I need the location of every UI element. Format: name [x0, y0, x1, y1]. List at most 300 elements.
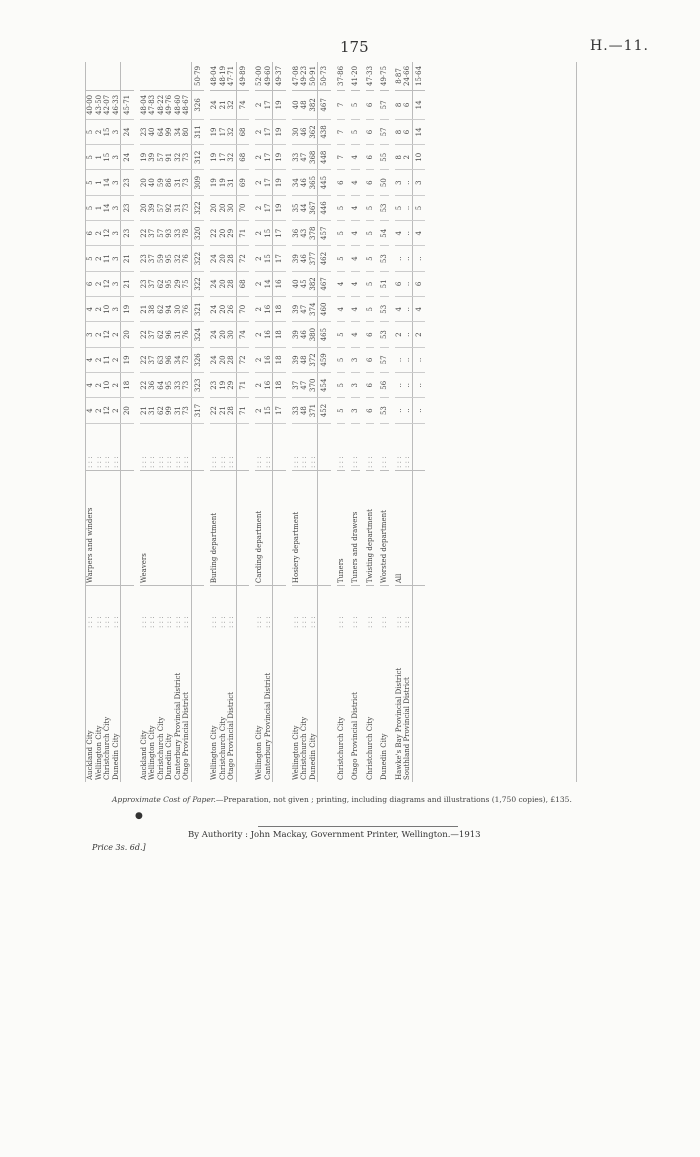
- value-cell: 31: [174, 195, 183, 220]
- total-row: [412, 62, 425, 782]
- value-cell: 99: [165, 398, 174, 423]
- place-cell: Auckland City: [139, 730, 148, 780]
- leader-dots: [191, 423, 204, 470]
- value-cell: 50·73: [318, 62, 331, 90]
- value-cell: 380: [309, 322, 318, 347]
- value-cell: 17: [264, 195, 273, 220]
- leader-dots: [236, 423, 249, 470]
- value-cell: 24: [210, 271, 219, 296]
- leader-dots: : : :: [300, 616, 308, 628]
- value-cell: 34: [174, 347, 183, 372]
- value-cell: [157, 62, 166, 90]
- department-cell: [412, 470, 425, 585]
- value-cell: 49·76: [165, 90, 174, 119]
- value-cell: 6: [86, 271, 95, 296]
- value-cell: 14: [412, 90, 425, 119]
- value-cell: 68: [236, 119, 249, 144]
- value-cell: ..: [403, 170, 412, 195]
- department-cell: [121, 470, 134, 585]
- value-cell: 18: [273, 347, 286, 372]
- value-cell: 5: [337, 373, 346, 398]
- leader-dots: : : :: [111, 616, 120, 628]
- value-cell: 15: [264, 221, 273, 246]
- value-cell: 16: [273, 271, 286, 296]
- value-cell: 32: [227, 145, 236, 170]
- value-cell: 29: [227, 373, 236, 398]
- value-cell: 6: [366, 119, 375, 144]
- value-cell: 2: [255, 373, 264, 398]
- value-cell: 76: [182, 297, 191, 322]
- value-cell: 3: [395, 170, 404, 195]
- department-cell: [95, 470, 104, 585]
- place-cell: Wellington City: [210, 725, 218, 780]
- leader-dots: : : :: [403, 616, 411, 628]
- value-cell: 2: [255, 221, 264, 246]
- value-cell: 31: [227, 170, 236, 195]
- leader-dots: : : :: [255, 456, 263, 468]
- value-cell: 47·71: [227, 62, 236, 90]
- value-cell: 32: [227, 90, 236, 119]
- value-cell: 20: [219, 195, 228, 220]
- value-cell: 28: [227, 246, 236, 271]
- value-cell: 31: [174, 322, 183, 347]
- value-cell: 20: [219, 221, 228, 246]
- value-cell: 31: [174, 398, 183, 423]
- value-cell: 371: [309, 398, 318, 423]
- value-cell: 322: [191, 246, 204, 271]
- value-cell: 26: [227, 297, 236, 322]
- place-cell: Dunedin City: [165, 733, 173, 780]
- value-cell: 21: [140, 297, 149, 322]
- value-cell: 15: [103, 145, 112, 170]
- value-cell: 4: [351, 221, 360, 246]
- value-cell: 50·79: [191, 62, 204, 90]
- value-cell: 3: [112, 246, 121, 271]
- value-cell: 71: [236, 373, 249, 398]
- department-cell: [318, 470, 331, 585]
- value-cell: [103, 62, 112, 90]
- value-cell: 17: [219, 119, 228, 144]
- value-cell: 39: [292, 322, 301, 347]
- leader-dots: : : :: [218, 616, 227, 628]
- value-cell: 24: [210, 347, 219, 372]
- value-cell: 16: [264, 322, 273, 347]
- place-cell: Dunedin City: [380, 733, 388, 780]
- value-cell: 17: [273, 398, 286, 423]
- leader-dots: : : :: [227, 456, 235, 468]
- total-row: [121, 62, 134, 782]
- value-cell: 94: [165, 297, 174, 322]
- value-cell: 322: [191, 195, 204, 220]
- value-cell: 30: [174, 297, 183, 322]
- department-cell: [309, 470, 318, 585]
- value-cell: 368: [309, 145, 318, 170]
- value-cell: 8: [395, 145, 404, 170]
- value-cell: 467: [318, 90, 331, 119]
- leader-dots: : : :: [291, 456, 300, 468]
- leader-dots: [236, 586, 249, 630]
- table-row: [366, 62, 375, 782]
- leader-dots: : : :: [308, 456, 317, 468]
- value-cell: 2: [95, 271, 104, 296]
- value-cell: 21: [140, 398, 149, 423]
- value-cell: 44: [300, 195, 309, 220]
- total-row: [318, 62, 331, 782]
- place-cell: Otago Provincial District: [227, 692, 235, 780]
- value-cell: 24: [210, 322, 219, 347]
- value-cell: 4: [395, 297, 404, 322]
- value-cell: 37: [148, 322, 157, 347]
- value-cell: 446: [318, 195, 331, 220]
- value-cell: 377: [309, 246, 318, 271]
- value-cell: 2: [255, 119, 264, 144]
- value-cell: 19: [219, 373, 228, 398]
- value-cell: 12: [103, 271, 112, 296]
- value-cell: 74: [236, 90, 249, 119]
- leader-dots: : : :: [227, 616, 235, 628]
- leader-dots: : : :: [291, 616, 300, 628]
- value-cell: 2: [395, 322, 404, 347]
- leader-dots: : : :: [148, 456, 156, 468]
- value-cell: 362: [309, 119, 318, 144]
- value-cell: 33: [292, 145, 301, 170]
- value-cell: 22: [140, 221, 149, 246]
- value-cell: 62: [157, 322, 166, 347]
- value-cell: 70: [236, 195, 249, 220]
- leader-dots: : : :: [94, 616, 103, 628]
- value-cell: 2: [255, 90, 264, 119]
- value-cell: 18: [121, 373, 134, 398]
- value-cell: ..: [395, 373, 404, 398]
- value-cell: [174, 62, 183, 90]
- place-cell: Canterbury Provincial District: [263, 672, 272, 780]
- rotated-table: [86, 62, 576, 782]
- value-cell: 22: [140, 347, 149, 372]
- value-cell: 2: [95, 398, 104, 423]
- leader-dots: : : :: [263, 616, 272, 628]
- value-cell: 2: [255, 271, 264, 296]
- place-cell: Auckland City: [86, 730, 94, 780]
- value-cell: 40·00: [86, 90, 95, 119]
- value-cell: ..: [395, 398, 404, 423]
- value-cell: 37: [148, 271, 157, 296]
- value-cell: 56: [380, 373, 389, 398]
- series-code: H.—11.: [590, 38, 649, 54]
- value-cell: 16: [264, 347, 273, 372]
- value-cell: 73: [182, 373, 191, 398]
- leader-dots: [191, 586, 204, 630]
- value-cell: 23: [121, 195, 134, 220]
- value-cell: 57: [380, 347, 389, 372]
- value-cell: ..: [412, 246, 425, 271]
- leader-dots: : : :: [300, 456, 308, 468]
- value-cell: 73: [182, 145, 191, 170]
- value-cell: 76: [182, 322, 191, 347]
- value-cell: 4: [337, 271, 346, 296]
- value-cell: 4: [412, 221, 425, 246]
- value-cell: 6: [366, 373, 375, 398]
- value-cell: 96: [165, 347, 174, 372]
- place-cell: Wellington City: [148, 725, 156, 780]
- value-cell: 2: [255, 297, 264, 322]
- value-cell: 91: [165, 145, 174, 170]
- value-cell: 15: [103, 119, 112, 144]
- table-row: [174, 62, 183, 782]
- cost-note: [112, 795, 672, 804]
- leader-dots: : : :: [394, 616, 403, 628]
- value-cell: 53: [380, 246, 389, 271]
- value-cell: 322: [191, 271, 204, 296]
- place-cell: [236, 630, 249, 782]
- value-cell: 462: [318, 246, 331, 271]
- value-cell: 2: [255, 195, 264, 220]
- value-cell: 14: [264, 271, 273, 296]
- department-cell: [112, 470, 121, 585]
- value-cell: 4: [351, 271, 360, 296]
- leader-dots: [121, 423, 134, 470]
- department-cell: [191, 470, 204, 585]
- value-cell: 2: [255, 145, 264, 170]
- value-cell: 40: [148, 119, 157, 144]
- value-cell: 5: [395, 195, 404, 220]
- department-cell: [219, 470, 228, 585]
- value-cell: 23: [140, 119, 149, 144]
- leader-dots: : : :: [173, 616, 182, 628]
- divider: [258, 826, 458, 827]
- value-cell: ..: [403, 221, 412, 246]
- leader-dots: : : :: [210, 616, 218, 628]
- value-cell: 50: [380, 170, 389, 195]
- department-cell: Warpers and winders: [86, 470, 95, 585]
- value-cell: 15·64: [412, 62, 425, 90]
- value-cell: 57: [157, 221, 166, 246]
- value-cell: 71: [236, 221, 249, 246]
- value-cell: 23: [121, 221, 134, 246]
- value-cell: 14: [103, 195, 112, 220]
- value-cell: 7: [337, 90, 346, 119]
- value-cell: 28: [227, 271, 236, 296]
- value-cell: 2: [255, 322, 264, 347]
- value-cell: 41·20: [351, 62, 360, 90]
- wages-table-frame: [85, 62, 577, 782]
- value-cell: 20: [140, 170, 149, 195]
- leader-dots: : : :: [365, 456, 374, 468]
- value-cell: 24: [121, 145, 134, 170]
- value-cell: 19: [210, 119, 219, 144]
- value-cell: 28: [227, 398, 236, 423]
- value-cell: 47: [300, 373, 309, 398]
- value-cell: 12: [103, 221, 112, 246]
- value-cell: [165, 62, 174, 90]
- value-cell: 72: [236, 347, 249, 372]
- value-cell: 2: [95, 246, 104, 271]
- value-cell: 33: [174, 221, 183, 246]
- value-cell: 2: [412, 322, 425, 347]
- value-cell: 1: [95, 170, 104, 195]
- place-cell: [412, 630, 425, 782]
- value-cell: 3: [112, 195, 121, 220]
- value-cell: 30: [292, 119, 301, 144]
- place-cell: Christchurch City: [365, 716, 374, 780]
- value-cell: 86: [165, 170, 174, 195]
- value-cell: 4: [86, 373, 95, 398]
- value-cell: 17: [273, 246, 286, 271]
- value-cell: 57: [380, 90, 389, 119]
- table-row: [165, 62, 174, 782]
- value-cell: 24·66: [403, 62, 412, 90]
- value-cell: 365: [309, 170, 318, 195]
- leader-dots: : : :: [94, 456, 103, 468]
- leader-dots: [412, 423, 425, 470]
- department-cell: [236, 470, 249, 585]
- value-cell: 99: [165, 119, 174, 144]
- value-cell: ..: [403, 373, 412, 398]
- value-cell: 4: [86, 297, 95, 322]
- leader-dots: : : :: [103, 456, 111, 468]
- value-cell: 48·19: [219, 62, 228, 90]
- place-cell: Canterbury Provincial District: [173, 672, 182, 780]
- value-cell: 39: [148, 145, 157, 170]
- value-cell: 5: [337, 322, 346, 347]
- value-cell: 18: [273, 322, 286, 347]
- table-row: [86, 62, 95, 782]
- value-cell: 51: [380, 271, 389, 296]
- place-cell: Hawke's Bay Provincial District: [394, 667, 403, 780]
- value-cell: 370: [309, 373, 318, 398]
- value-cell: 19: [273, 145, 286, 170]
- value-cell: 5: [366, 246, 375, 271]
- leader-dots: : : :: [182, 456, 190, 468]
- value-cell: 23: [140, 246, 149, 271]
- value-cell: 1: [95, 195, 104, 220]
- table-row: [264, 62, 273, 782]
- value-cell: 48·60: [174, 90, 183, 119]
- leader-dots: : : :: [173, 456, 182, 468]
- value-cell: 20: [219, 347, 228, 372]
- value-cell: 2: [95, 297, 104, 322]
- value-cell: 6: [366, 145, 375, 170]
- value-cell: 326: [191, 90, 204, 119]
- value-cell: 45: [300, 271, 309, 296]
- value-cell: 47: [300, 145, 309, 170]
- value-cell: 17: [264, 170, 273, 195]
- cost-text: —Preparation, not given ; printing, including diagrams and illustrations (1,750 copies), £135.: [215, 795, 572, 804]
- department-cell: Tuners and drawers: [351, 470, 360, 585]
- place-cell: Christchurch City: [103, 716, 111, 780]
- place-cell: Wellington City: [94, 725, 103, 780]
- price-note: Price 3s. 6d.]: [92, 843, 146, 852]
- value-cell: 16: [264, 373, 273, 398]
- value-cell: 321: [191, 297, 204, 322]
- leader-dots: : : :: [255, 616, 263, 628]
- value-cell: 46: [300, 119, 309, 144]
- value-cell: 23: [121, 170, 134, 195]
- value-cell: 438: [318, 119, 331, 144]
- value-cell: 3: [112, 221, 121, 246]
- place-cell: [121, 630, 134, 782]
- value-cell: 6: [395, 271, 404, 296]
- value-cell: 31: [174, 170, 183, 195]
- value-cell: 6: [366, 90, 375, 119]
- value-cell: 19: [273, 119, 286, 144]
- value-cell: 4: [351, 170, 360, 195]
- value-cell: 21: [121, 271, 134, 296]
- department-cell: Weavers: [140, 470, 149, 585]
- value-cell: 5: [366, 297, 375, 322]
- value-cell: 49·75: [380, 62, 389, 90]
- value-cell: [148, 62, 157, 90]
- value-cell: 5: [351, 119, 360, 144]
- value-cell: 4: [351, 246, 360, 271]
- department-cell: [264, 470, 273, 585]
- value-cell: 309: [191, 170, 204, 195]
- value-cell: 445: [318, 170, 331, 195]
- department-cell: [165, 470, 174, 585]
- value-cell: 2: [95, 322, 104, 347]
- value-cell: 454: [318, 373, 331, 398]
- value-cell: 80: [182, 119, 191, 144]
- value-cell: 53: [380, 297, 389, 322]
- value-cell: 37: [292, 373, 301, 398]
- value-cell: 57: [380, 119, 389, 144]
- value-cell: [140, 62, 149, 90]
- value-cell: 6: [403, 90, 412, 119]
- value-cell: 68: [236, 145, 249, 170]
- place-cell: Christchurch City: [300, 716, 308, 780]
- value-cell: 320: [191, 221, 204, 246]
- value-cell: 12: [103, 322, 112, 347]
- department-cell: [227, 470, 236, 585]
- value-cell: 37: [148, 347, 157, 372]
- value-cell: 6: [412, 271, 425, 296]
- data-table: [86, 62, 425, 782]
- place-cell: Otago Provincial District: [182, 692, 190, 780]
- value-cell: ..: [403, 398, 412, 423]
- leader-dots: : : :: [139, 616, 148, 628]
- value-cell: 53: [380, 195, 389, 220]
- leader-dots: [318, 423, 331, 470]
- value-cell: 17: [264, 90, 273, 119]
- value-cell: ..: [403, 297, 412, 322]
- value-cell: 4: [351, 297, 360, 322]
- value-cell: 43: [300, 221, 309, 246]
- leader-dots: : : :: [394, 456, 403, 468]
- value-cell: 7: [337, 119, 346, 144]
- page-number: 175: [340, 38, 369, 56]
- department-cell: [157, 470, 166, 585]
- value-cell: 48·04: [140, 90, 149, 119]
- value-cell: 64: [157, 373, 166, 398]
- place-cell: [318, 630, 331, 782]
- value-cell: 324: [191, 322, 204, 347]
- value-cell: 15: [264, 398, 273, 423]
- value-cell: 33: [292, 398, 301, 423]
- leader-dots: : : :: [103, 616, 111, 628]
- value-cell: 19: [210, 170, 219, 195]
- value-cell: 52·00: [255, 62, 264, 90]
- value-cell: 33: [174, 373, 183, 398]
- value-cell: 2: [112, 322, 121, 347]
- department-cell: [148, 470, 157, 585]
- value-cell: 6: [337, 170, 346, 195]
- value-cell: 32: [227, 119, 236, 144]
- value-cell: 74: [236, 322, 249, 347]
- value-cell: 19: [140, 145, 149, 170]
- value-cell: 55: [380, 145, 389, 170]
- value-cell: 4: [395, 221, 404, 246]
- value-cell: 59: [157, 246, 166, 271]
- value-cell: 11: [103, 246, 112, 271]
